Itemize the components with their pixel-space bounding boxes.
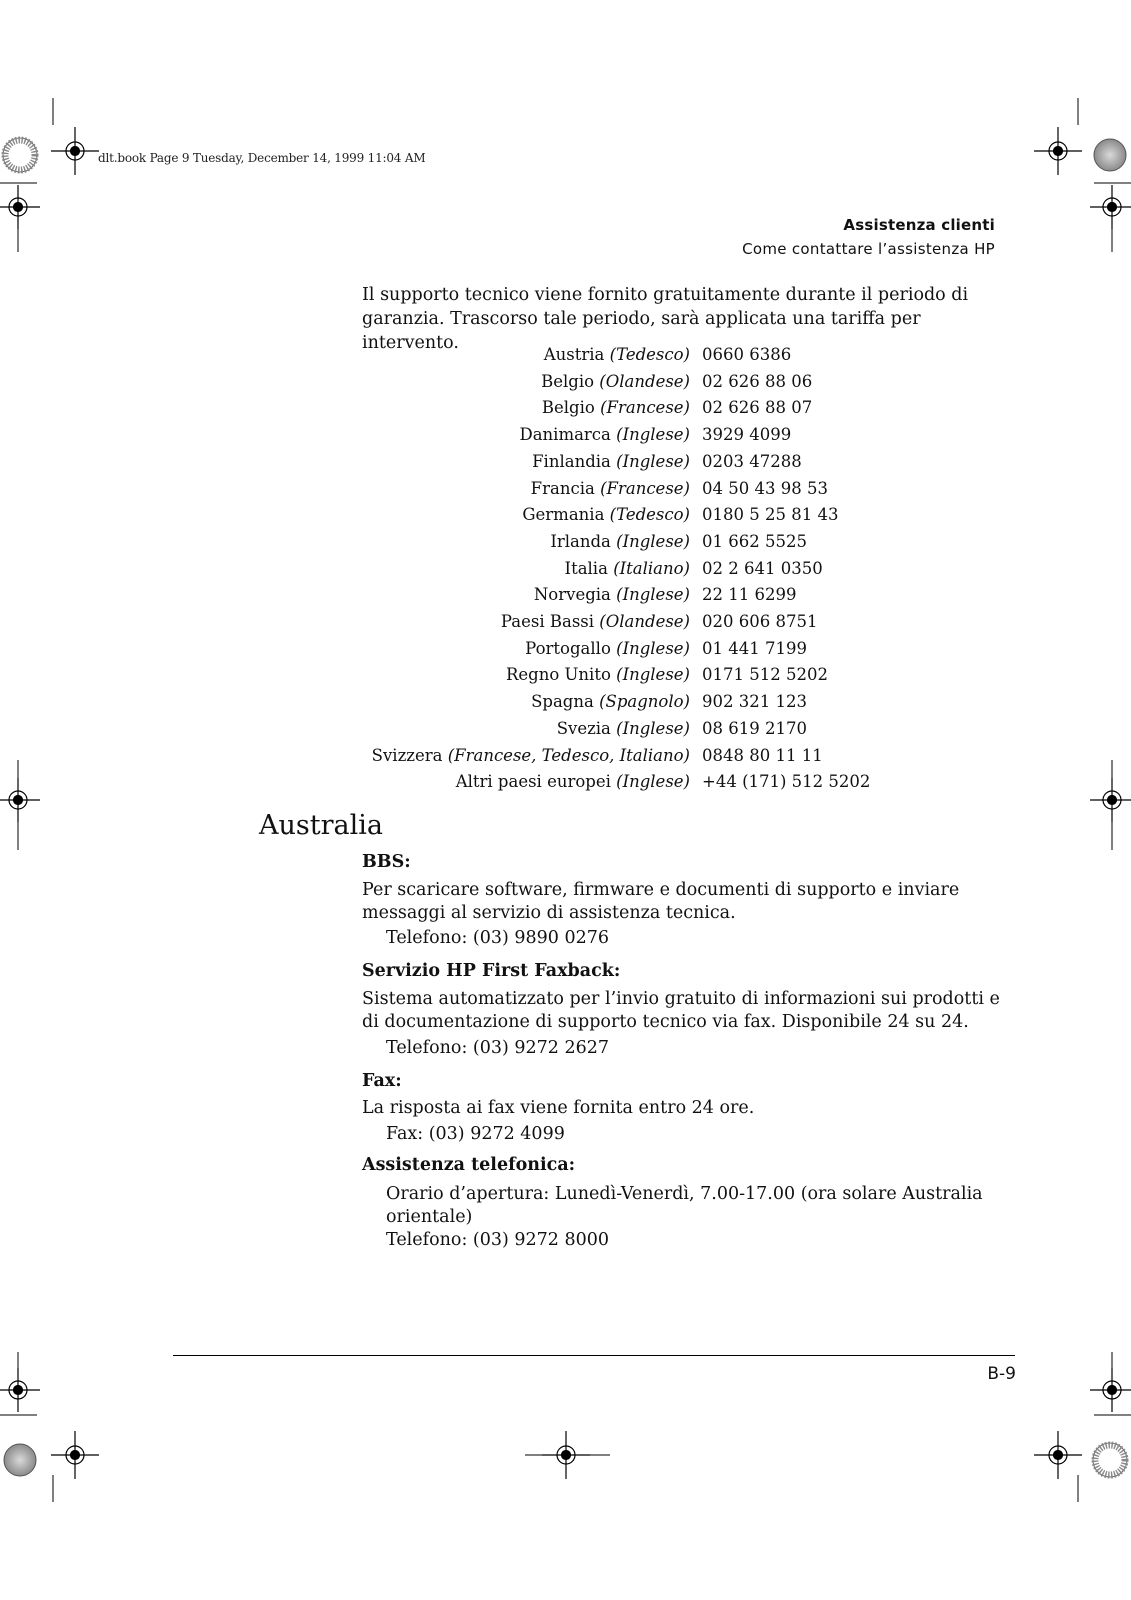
- phone-number: 0203 47288: [702, 451, 802, 471]
- phone-row: [362, 609, 1022, 636]
- country-name: Belgio: [541, 371, 595, 391]
- country-name: Francia: [530, 478, 595, 498]
- phone-row: [362, 502, 1022, 529]
- country-cell: [362, 609, 702, 636]
- phone-row: [362, 476, 1022, 503]
- faxback-description: Sistema automatizzato per l’invio gratuito di informazioni sui prodotti e di documentazione di supporto tecnico via fax. Disponibile 24 su 24.: [362, 989, 1000, 1032]
- phone-number: 0171 512 5202: [702, 665, 828, 685]
- country-name: Svezia: [556, 718, 611, 738]
- country-name: Germania: [522, 505, 605, 525]
- country-cell: [362, 502, 702, 529]
- country-name: Finlandia: [532, 451, 611, 471]
- country-cell: [362, 743, 702, 770]
- country-cell: [362, 636, 702, 663]
- phone-number: 02 2 641 0350: [702, 558, 823, 578]
- fax-number: Fax: (03) 9272 4099: [386, 1124, 565, 1144]
- phone-number: 3929 4099: [702, 425, 792, 445]
- phone-number: 01 441 7199: [702, 638, 807, 658]
- language-label: (Francese): [600, 398, 690, 418]
- phone-row: [362, 529, 1022, 556]
- phone-row: [362, 449, 1022, 476]
- language-label: (Spagnolo): [599, 692, 690, 712]
- phone-number: 02 626 88 06: [702, 371, 813, 391]
- country-name: Svizzera: [371, 745, 443, 765]
- language-label: (Tedesco): [609, 345, 690, 364]
- country-cell: [362, 662, 702, 689]
- language-label: (Olandese): [599, 612, 690, 632]
- country-name: Austria: [543, 345, 605, 364]
- country-name: Spagna: [531, 692, 594, 712]
- country-cell: [362, 342, 702, 369]
- phone-row: [362, 422, 1022, 449]
- phone-row: [362, 662, 1022, 689]
- country-name: Norvegia: [533, 585, 611, 605]
- phone-number: 22 11 6299: [702, 585, 797, 605]
- phone-row: [362, 556, 1022, 583]
- phone-row: [362, 395, 1022, 422]
- phone-row: [362, 716, 1022, 743]
- phone-row: [362, 743, 1022, 770]
- language-label: (Italiano): [613, 558, 690, 578]
- country-cell: [362, 529, 702, 556]
- language-label: (Tedesco): [609, 505, 690, 525]
- phone-number: 02 626 88 07: [702, 398, 813, 418]
- page-number: B-9: [987, 1364, 1016, 1384]
- phone-number: 0660 6386: [702, 345, 792, 364]
- language-label: (Inglese): [616, 585, 690, 605]
- phone-row: [362, 369, 1022, 396]
- language-label: (Olandese): [599, 371, 690, 391]
- phone-number: 08 619 2170: [702, 718, 807, 738]
- country-name: Portogallo: [525, 638, 611, 658]
- footer-rule: [173, 1355, 1015, 1356]
- phone-number: 0180 5 25 81 43: [702, 505, 839, 525]
- language-label: (Inglese): [616, 772, 690, 792]
- country-name: Danimarca: [519, 425, 611, 445]
- phone-row: [362, 342, 1022, 369]
- country-cell: [362, 449, 702, 476]
- phone-number: 0848 80 11 11: [702, 745, 823, 765]
- country-cell: [362, 689, 702, 716]
- phone-table: [362, 342, 1022, 796]
- phone-number: 04 50 43 98 53: [702, 478, 828, 498]
- language-label: (Francese, Tedesco, Italiano): [447, 745, 690, 765]
- country-name: Paesi Bassi: [500, 612, 595, 632]
- phone-number: 020 606 8751: [702, 612, 818, 632]
- running-header-subtitle: Come contattare l’assistenza HP: [742, 240, 995, 258]
- language-label: (Inglese): [616, 665, 690, 685]
- country-name: Regno Unito: [505, 665, 611, 685]
- fax-description: La risposta ai fax viene fornita entro 24 ore.: [362, 1098, 755, 1118]
- running-header-title: Assistenza clienti: [843, 216, 995, 234]
- country-cell: [362, 556, 702, 583]
- country-name: Belgio: [541, 398, 595, 418]
- phone-support-phone: Telefono: (03) 9272 8000: [386, 1230, 610, 1250]
- bbs-phone: Telefono: (03) 9890 0276: [386, 928, 610, 948]
- phone-number: 01 662 5525: [702, 531, 807, 551]
- country-name: Italia: [564, 558, 608, 578]
- country-name: Altri paesi europei: [455, 772, 611, 792]
- country-name: Irlanda: [550, 531, 611, 551]
- bbs-description: Per scaricare software, firmware e documenti di supporto e inviare messaggi al servizio di assistenza tecnica.: [362, 880, 960, 923]
- language-label: (Inglese): [616, 718, 690, 738]
- phone-row: [362, 769, 1022, 796]
- phone-number: +44 (171) 512 5202: [702, 772, 871, 792]
- faxback-phone: Telefono: (03) 9272 2627: [386, 1038, 610, 1058]
- phone-row: [362, 582, 1022, 609]
- country-cell: [362, 422, 702, 449]
- phone-support-heading: Assistenza telefonica:: [362, 1155, 576, 1175]
- language-label: (Francese): [600, 478, 690, 498]
- phone-row: [362, 636, 1022, 663]
- country-cell: [362, 582, 702, 609]
- language-label: (Inglese): [616, 425, 690, 445]
- intro-paragraph: Il supporto tecnico viene fornito gratuitamente durante il periodo di garanzia. Trascorso tale periodo, sarà applicata una tariffa per intervento.: [362, 285, 969, 353]
- phone-row: [362, 689, 1022, 716]
- language-label: (Inglese): [616, 451, 690, 471]
- country-cell: [362, 369, 702, 396]
- country-cell: [362, 476, 702, 503]
- bbs-heading: BBS:: [362, 852, 411, 872]
- section-title-australia: Australia: [259, 810, 383, 841]
- country-cell: [362, 716, 702, 743]
- country-cell: [362, 769, 702, 796]
- print-info: dlt.book Page 9 Tuesday, December 14, 1999 11:04 AM: [98, 151, 426, 165]
- language-label: (Inglese): [616, 531, 690, 551]
- fax-heading: Fax:: [362, 1071, 402, 1091]
- phone-support-hours: Orario d’apertura: Lunedì-Venerdì, 7.00-17.00 (ora solare Australia orientale): [386, 1184, 983, 1227]
- phone-number: 902 321 123: [702, 692, 807, 712]
- country-cell: [362, 395, 702, 422]
- faxback-heading: Servizio HP First Faxback:: [362, 961, 621, 981]
- language-label: (Inglese): [616, 638, 690, 658]
